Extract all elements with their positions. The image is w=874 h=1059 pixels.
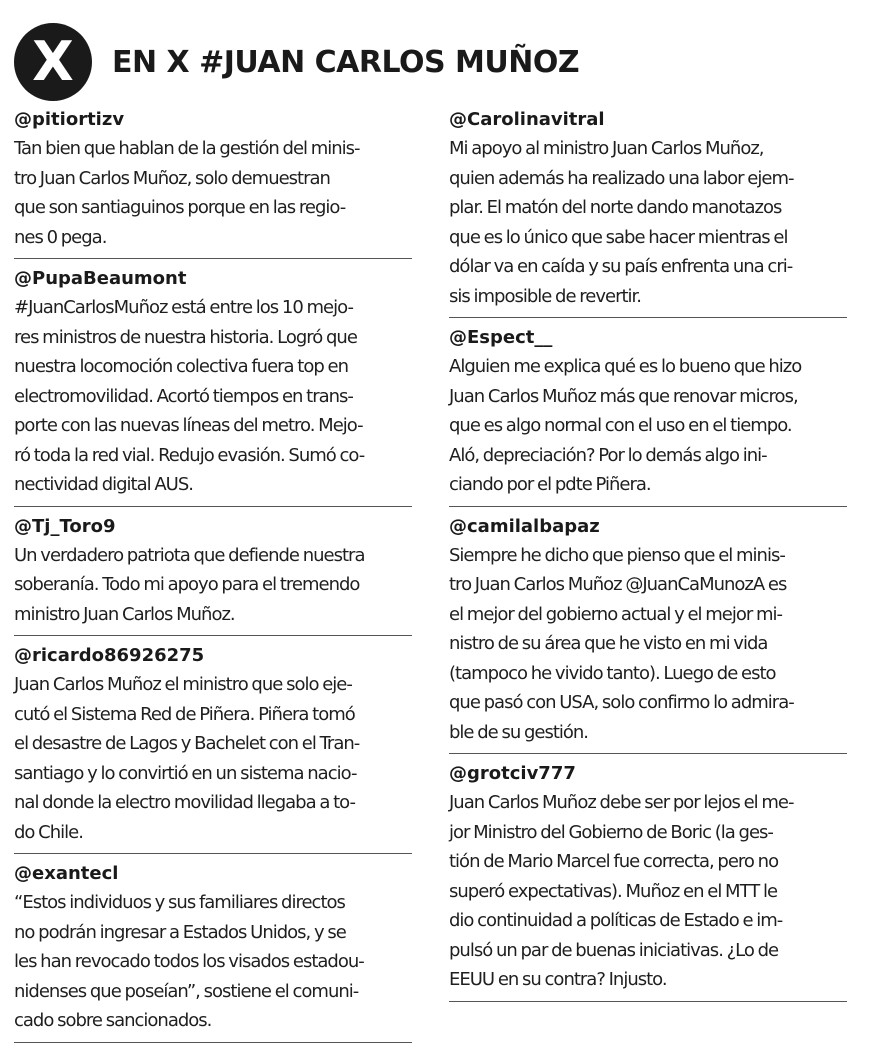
left-column [14,104,412,1047]
page-header [14,22,579,102]
post-handle: @PupaBeaumont [14,268,187,289]
post-text: Tan bien que hablan de la gestión del minis- tro Juan Carlos Muñoz, solo demuestran que son santiaguinos porque en las regio- nes 0 pega. [14,138,360,248]
post-handle: @camilalbapaz [449,515,600,537]
post-camilalbapaz [449,511,847,755]
post-handle: @Espect__ [449,327,553,348]
page-title: EN X #JUAN CARLOS MUÑOZ [112,44,580,80]
post-pitiortizv [14,104,412,259]
post-exantecl [14,858,412,1043]
post-text: “Estos individuos y sus familiares directos no podrán ingresar a Estados Unidos, y se les han revocado todos los visados estadou- nidenses que poseían”, sostiene el comuni- cado sobre sancionados. [14,892,364,1031]
post-tj-toro9 [14,511,412,637]
post-grotciv777 [449,758,847,1002]
post-espect [449,322,847,507]
post-text: Alguien me explica qué es lo bueno que hizo Juan Carlos Muñoz más que renovar micros, que es algo normal con el uso en el tiempo. Aló, depreciación? Por lo demás algo ini- ciando por el pdte Piñera. [449,356,802,495]
post-text: Un verdadero patriota que defiende nuestra soberanía. Todo mi apoyo para el tremendo ministro Juan Carlos Muñoz. [14,544,365,625]
post-text: Juan Carlos Muñoz debe ser por lejos el me- jor Ministro del Gobierno de Boric (la ges- tión de Mario Marcel fue correcta, pero no superó expectativas). Muñoz en el MTT le dio continuidad a políticas de Estado e im- pulsó un par de buenas iniciativas. ¿Lo de EEUU en su contra? Injusto. [449,792,794,990]
post-handle: @Tj_Toro9 [14,515,116,537]
post-text: #JuanCarlosMuñoz está entre los 10 mejo- res ministros de nuestra historia. Logró que nuestra locomoción colectiva fuera top en electromovilidad. Acortó tiempos en trans- porte con las nuevas líneas del metro. Mejo- ró toda la red vial. Redujo evasión. Sumó co- nectividad digital AUS. [14,297,365,495]
post-handle: @exantecl [14,863,119,884]
post-pupabeaumont [14,263,412,507]
x-logo-icon: X [14,23,92,101]
post-carolinavitral [449,104,847,318]
right-column [449,104,847,1006]
post-handle: @grotciv777 [449,763,576,784]
post-text: Siempre he dicho que pienso que el minis- tro Juan Carlos Muñoz @JuanCaMunozA es el mejor del gobierno actual y el mejor mi- nistro de su área que he visto en mi vida (tampoco he vivido tanto). Luego de esto que pasó con USA, solo confirmo lo admira- ble de su gestión. [449,544,794,743]
post-text: Juan Carlos Muñoz el ministro que solo eje- cutó el Sistema Red de Piñera. Piñera tomó el desastre de Lagos y Bachelet con el Tran- santiago y lo convirtió en un sistema nacio- nal donde la electro movilidad llegaba a to- do Chile. [14,674,360,843]
post-text: Mi apoyo al ministro Juan Carlos Muñoz, quien además ha realizado una labor ejem- plar. El matón del norte dando manotazos que es lo único que sabe hacer mientras el dólar va en caída y su país enfrenta una cri- sis imposible de revertir. [449,138,794,307]
post-handle: @pitiortizv [14,109,125,130]
post-handle: @Carolinavitral [449,109,605,130]
post-handle: @ricardo86926275 [14,645,205,666]
post-ricardo86926275 [14,640,412,854]
